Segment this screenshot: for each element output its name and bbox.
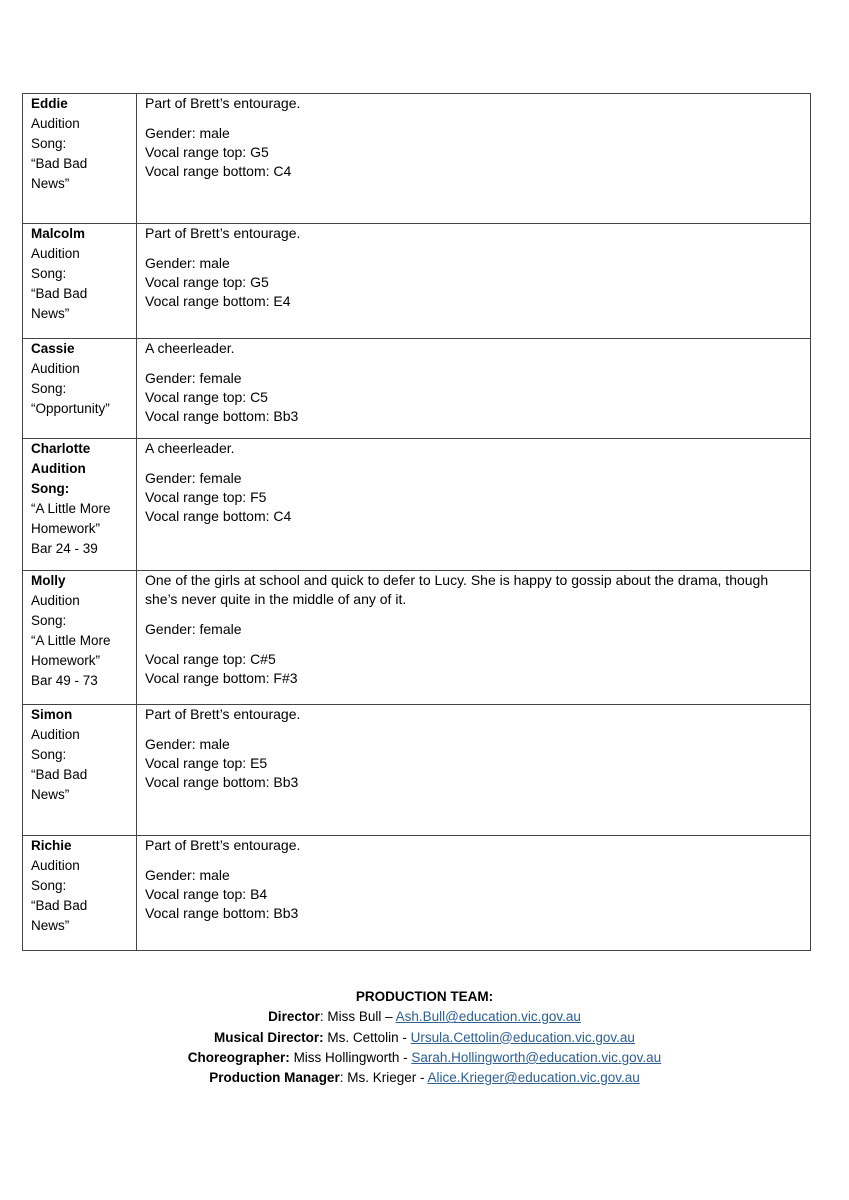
role-description-cell: [137, 94, 811, 224]
audition-song-line: News”: [31, 306, 70, 321]
vocal-range-top: Vocal range top: C#5: [145, 651, 276, 667]
role-name-cell: [23, 339, 137, 439]
audition-song-line: Audition: [31, 593, 80, 608]
role-row: [23, 836, 811, 951]
audition-song-line: Bar 49 - 73: [31, 673, 98, 688]
role-description: A cheerleader.: [145, 440, 235, 456]
role-name: Richie: [31, 838, 72, 853]
role-description: Part of Brett’s entourage.: [145, 225, 301, 241]
role-description: A cheerleader.: [145, 340, 235, 356]
role-description: Part of Brett’s entourage.: [145, 95, 301, 111]
musical-director-line: Musical Director: Ms. Cettolin - Ursula.Cettolin@education.vic.gov.au: [214, 1029, 635, 1045]
director-email-link[interactable]: Ash.Bull@education.vic.gov.au: [395, 1009, 581, 1025]
roles-table: [22, 93, 811, 951]
role-description-cell: [137, 705, 811, 836]
audition-song-line: “Bad Bad: [31, 767, 88, 782]
role-gender: Gender: male: [145, 125, 230, 141]
role-row: [23, 94, 811, 224]
vocal-range-top: Vocal range top: F5: [145, 489, 267, 505]
audition-song-line: Audition: [31, 246, 80, 261]
role-name: Malcolm: [31, 226, 86, 241]
audition-song-line: Song:: [31, 747, 67, 762]
role-row: [23, 224, 811, 339]
role-gender: Gender: male: [145, 867, 230, 883]
audition-song-line: “A Little More: [31, 633, 111, 648]
audition-song-line: Bar 24 - 39: [31, 541, 98, 556]
director-line: Director: Miss Bull – Ash.Bull@education.vic.gov.au: [268, 1009, 581, 1025]
role-description: Part of Brett’s entourage.: [145, 837, 301, 853]
role-description-cell: [137, 836, 811, 951]
choreographer-line: Choreographer: Miss Hollingworth - Sarah.Hollingworth@education.vic.gov.au: [187, 1049, 662, 1065]
vocal-range-bottom: Vocal range bottom: Bb3: [145, 905, 299, 921]
production-team: [0, 987, 849, 1088]
audition-song-line: News”: [31, 787, 70, 802]
audition-song-line: “Bad Bad: [31, 156, 88, 171]
role-description-cell: [137, 224, 811, 339]
audition-song-line: Audition: [31, 727, 80, 742]
role-name: Eddie: [31, 96, 68, 111]
audition-song-line: Homework”: [31, 653, 101, 668]
role-description-cell: [137, 339, 811, 439]
vocal-range-top: Vocal range top: G5: [145, 274, 269, 290]
audition-song-line: Song:: [31, 136, 67, 151]
audition-song-line: “Bad Bad: [31, 898, 88, 913]
role-row: [23, 439, 811, 571]
musical-director-email-link[interactable]: Ursula.Cettolin@education.vic.gov.au: [410, 1029, 635, 1045]
audition-song-line: Song:: [31, 613, 67, 628]
audition-song-line: Audition: [31, 461, 86, 476]
audition-song-line: Song:: [31, 266, 67, 281]
role-gender: Gender: male: [145, 255, 230, 271]
vocal-range-bottom: Vocal range bottom: E4: [145, 293, 291, 309]
role-row: [23, 339, 811, 439]
vocal-range-top: Vocal range top: E5: [145, 755, 268, 771]
audition-song-line: News”: [31, 176, 70, 191]
audition-song-line: “Opportunity”: [31, 401, 110, 416]
vocal-range-bottom: Vocal range bottom: Bb3: [145, 774, 299, 790]
audition-song-line: Homework”: [31, 521, 101, 536]
audition-song-line: Song:: [31, 381, 67, 396]
role-row: [23, 571, 811, 705]
role-name-cell: [23, 224, 137, 339]
role-name-cell: [23, 94, 137, 224]
audition-song-line: News”: [31, 918, 70, 933]
production-team-heading: PRODUCTION TEAM:: [355, 989, 494, 1004]
audition-song-line: Song:: [31, 481, 70, 496]
production-manager-email-link[interactable]: Alice.Krieger@education.vic.gov.au: [427, 1070, 640, 1086]
vocal-range-top: Vocal range top: B4: [145, 886, 268, 902]
role-description: Part of Brett’s entourage.: [145, 706, 301, 722]
production-manager-line: Production Manager: Ms. Krieger - Alice.Krieger@education.vic.gov.au: [209, 1070, 640, 1086]
audition-song-line: Audition: [31, 116, 80, 131]
role-row: [23, 705, 811, 836]
role-description-cell: [137, 439, 811, 571]
role-description: One of the girls at school and quick to defer to Lucy. She is happy to gossip about the drama, though she’s never quite in the middle of any of it.: [145, 572, 769, 607]
audition-song-line: Song:: [31, 878, 67, 893]
audition-song-line: “A Little More: [31, 501, 111, 516]
role-gender: Gender: female: [145, 470, 242, 486]
role-gender: Gender: female: [145, 621, 242, 637]
role-name-cell: [23, 571, 137, 705]
role-name: Simon: [31, 707, 73, 722]
vocal-range-bottom: Vocal range bottom: F#3: [145, 670, 298, 686]
vocal-range-top: Vocal range top: G5: [145, 144, 269, 160]
role-description-cell: [137, 571, 811, 705]
role-gender: Gender: male: [145, 736, 230, 752]
vocal-range-bottom: Vocal range bottom: C4: [145, 508, 292, 524]
vocal-range-top: Vocal range top: C5: [145, 389, 268, 405]
role-name-cell: [23, 439, 137, 571]
vocal-range-bottom: Vocal range bottom: Bb3: [145, 408, 299, 424]
audition-song-line: Audition: [31, 361, 80, 376]
role-name-cell: [23, 836, 137, 951]
role-gender: Gender: female: [145, 370, 242, 386]
role-name: Charlotte: [31, 441, 91, 456]
choreographer-email-link[interactable]: Sarah.Hollingworth@education.vic.gov.au: [411, 1049, 662, 1065]
audition-song-line: “Bad Bad: [31, 286, 88, 301]
vocal-range-bottom: Vocal range bottom: C4: [145, 163, 292, 179]
role-name: Molly: [31, 573, 66, 588]
role-name: Cassie: [31, 341, 75, 356]
audition-song-line: Audition: [31, 858, 80, 873]
role-name-cell: [23, 705, 137, 836]
